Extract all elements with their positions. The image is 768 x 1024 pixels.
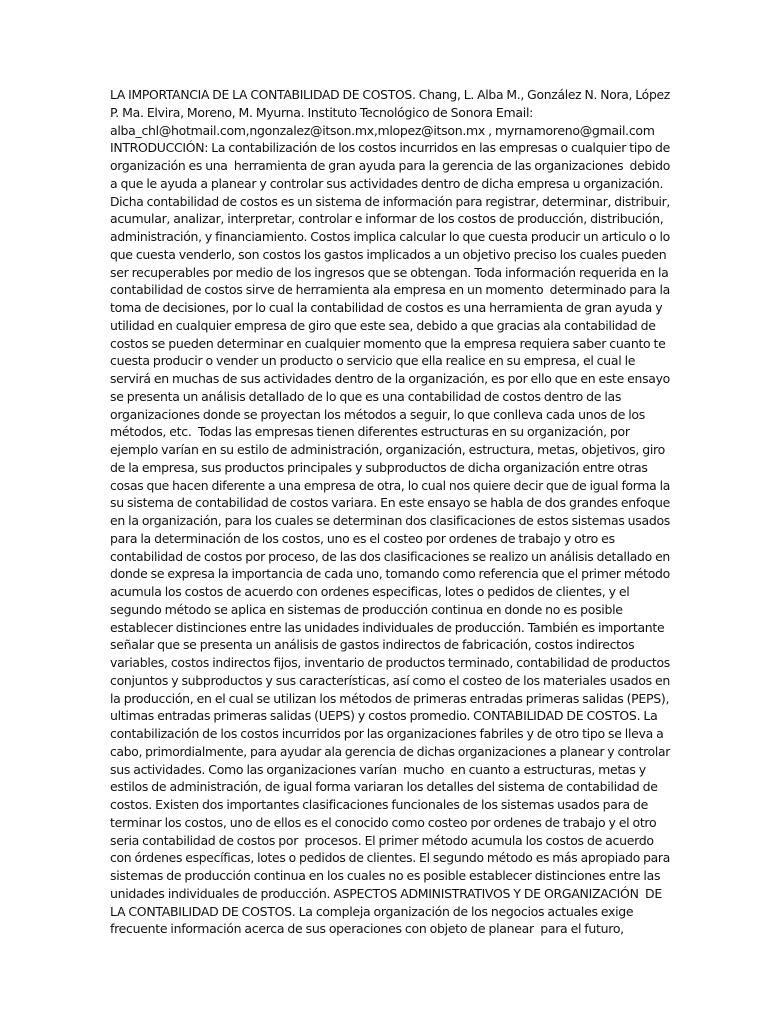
text-line: utilidad en cualquier empresa de giro que este sea, debido a que gracias ala contabilidad de	[110, 317, 656, 333]
text-line: contabilidad de costos sirve de herramienta ala empresa en un momento determinado para la	[110, 282, 670, 298]
text-line: cosas que hacen diferente a una empresa de otra, lo cual nos quiere decir que de igual forma la	[110, 477, 670, 493]
text-line: cabo, primordialmente, para ayudar ala gerencia de dichas organizaciones a planear y controlar	[110, 743, 670, 759]
text-line: seria contabilidad de costos por procesos. El primer método acumula los costos de acuerdo	[110, 832, 654, 848]
text-line: ultimas entradas primeras salidas (UEPS) y costos promedio. CONTABILIDAD DE COSTOS. La	[110, 708, 658, 724]
text-line: contabilidad de costos por proceso, de las dos clasificaciones se realizo un análisis detallado en	[110, 548, 670, 564]
text-line: unidades individuales de producción. ASPECTOS ADMINISTRATIVOS Y DE ORGANIZACIÓN DE	[110, 885, 662, 901]
text-line: sistemas de producción continua en los cuales no es posible establecer distinciones entre las	[110, 868, 661, 883]
text-line: terminar los costos, uno de ellos es el conocido como costeo por ordenes de trabajo y el otro	[110, 814, 657, 830]
document-body-text	[110, 86, 670, 938]
text-line: organizaciones donde se proyectan los métodos a seguir, lo que conlleva cada unos de los	[110, 406, 645, 422]
text-line: conjuntos y subproductos y sus características, así como el costeo de los materiales usados en	[110, 672, 670, 688]
text-line: Dicha contabilidad de costos es un sistema de información para registrar, determinar, distribuir,	[110, 193, 670, 209]
text-line: se presenta un análisis detallado de lo que es una contabilidad de costos dentro de las	[110, 388, 622, 404]
text-line: ejemplo varían en su estilo de administración, organización, estructura, metas, objetivos, giro	[110, 442, 665, 457]
text-line: LA IMPORTANCIA DE LA CONTABILIDAD DE COSTOS. Chang, L. Alba M., González N. Nora, López	[110, 87, 670, 102]
text-line: ser recuperables por medio de los ingresos que se obtengan. Toda información requerida en la	[110, 264, 669, 280]
text-line: acumular, analizar, interpretar, controlar e informar de los costos de producción, distribución,	[110, 211, 664, 227]
text-line: acumula los costos de acuerdo con ordenes especificas, lotes o pedidos de clientes, y el	[110, 584, 630, 599]
text-line: de la empresa, sus productos principales y subproductos de dicha organización entre otras	[110, 459, 648, 475]
text-line: para la determinación de los costos, uno es el costeo por ordenes de trabajo y otro es	[110, 530, 615, 546]
text-line: LA CONTABILIDAD DE COSTOS. La compleja organización de los negocios actuales exige	[110, 903, 634, 919]
text-line: señalar que se presenta un análisis de gastos indirectos de fabricación, costos indirectos	[110, 637, 635, 653]
text-line: contabilización de los costos incurridos por las organizaciones fabriles y de otro tipo se lleva a	[110, 726, 664, 741]
text-line: donde se expresa la importancia de cada uno, tomando como referencia que el primer método	[110, 566, 670, 582]
text-line: establecer distinciones entre las unidades individuales de producción. También es importante	[110, 619, 665, 635]
text-line: toma de decisiones, por lo cual la contabilidad de costos es una herramienta de gran ayuda y	[110, 300, 663, 315]
text-line: variables, costos indirectos fijos, inventario de productos terminado, contabilidad de productos	[110, 655, 670, 670]
text-line: segundo método se aplica en sistemas de producción continua en donde no es posible	[110, 601, 623, 617]
text-line: servirá en muchas de sus actividades dentro de la organización, es por ello que en este ensayo	[110, 371, 670, 386]
text-line: organización es una herramienta de gran ayuda para la gerencia de las organizaciones debido	[110, 158, 670, 173]
text-line: métodos, etc. Todas las empresas tienen diferentes estructuras en su organización, por	[110, 424, 630, 440]
text-line: su sistema de contabilidad de costos variara. En este ensayo se habla de dos grandes enfoque	[110, 495, 670, 511]
text-line: P. Ma. Elvira, Moreno, M. Myurna. Instituto Tecnológico de Sonora Email:	[110, 104, 534, 120]
text-line: costos. Existen dos importantes clasificaciones funcionales de los sistemas usados para de	[110, 797, 649, 812]
text-line: que cuesta venderlo, son costos los gastos implicados a un objetivo preciso los cuales pueden	[110, 246, 667, 262]
text-line: cuesta producir o vender un producto o servicio que ella realice en su empresa, el cual le	[110, 353, 636, 369]
text-line: estilos de administración, de igual forma variaran los detalles del sistema de contabilidad de	[110, 779, 658, 795]
text-line: con órdenes específicas, lotes o pedidos de clientes. El segundo método es más apropiado para	[110, 850, 670, 866]
text-line: INTRODUCCIÓN: La contabilización de los costos incurridos en las empresas o cualquier tipo de	[110, 140, 670, 156]
text-line: alba_chl@hotmail.com,ngonzalez@itson.mx,mlopez@itson.mx , myrnamoreno@gmail.com	[110, 122, 655, 138]
text-line: costos se pueden determinar en cualquier momento que la empresa requiera saber cuanto te	[110, 335, 666, 351]
text-line: en la organización, para los cuales se determinan dos clasificaciones de estos sistemas usados	[110, 513, 670, 528]
text-line: la producción, en el cual se utilizan los métodos de primeras entradas primeras salidas (PEPS),	[110, 690, 670, 706]
text-line: sus actividades. Como las organizaciones varían mucho en cuanto a estructuras, metas y	[110, 761, 646, 777]
text-line: a que le ayuda a planear y controlar sus actividades dentro de dicha empresa u organización.	[110, 175, 664, 191]
text-line: administración, y financiamiento. Costos implica calcular lo que cuesta producir un articulo o lo	[110, 229, 670, 244]
text-line: frecuente información acerca de sus operaciones con objeto de planear para el futuro,	[110, 921, 624, 937]
